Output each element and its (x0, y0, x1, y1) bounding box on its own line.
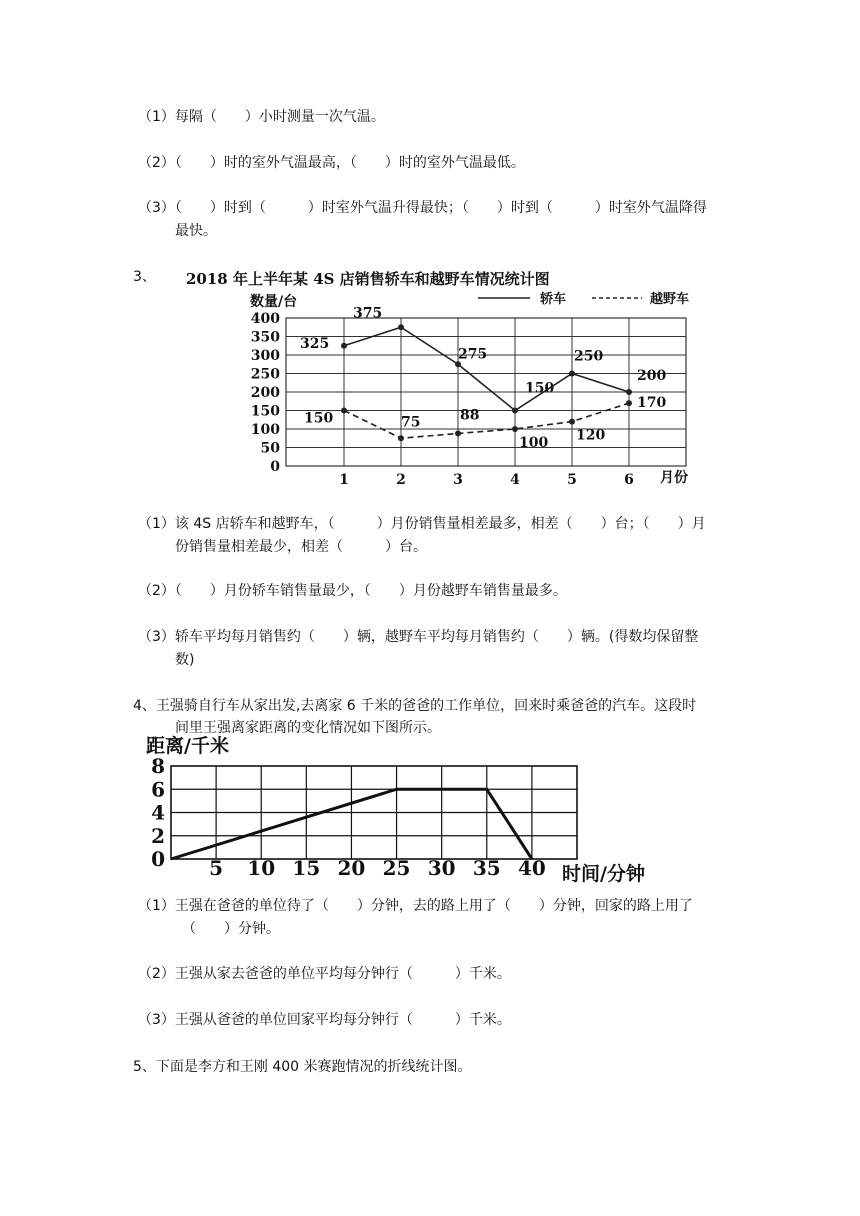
x-tick-label: 3 (453, 472, 463, 488)
x-tick-label: 5 (567, 472, 577, 488)
q2-item-1: （1）每隔（ ）小时测量一次气温。 (138, 109, 385, 125)
legend-label-sedan: 轿车 (540, 292, 567, 307)
point-suv (569, 419, 575, 425)
sales-chart-ylabel: 数量/台 (250, 294, 298, 310)
x-tick-label: 40 (517, 856, 546, 880)
data-label-suv: 120 (576, 427, 606, 444)
sales-chart-x-ticks (339, 472, 634, 488)
x-tick-label: 15 (292, 856, 321, 880)
y-tick-label: 150 (250, 403, 280, 420)
q4-intro-continuation: 间里王强离家距离的变化情况如下图所示。 (175, 720, 441, 736)
data-label-suv: 75 (401, 414, 421, 431)
data-label-sedan: 150 (525, 380, 555, 397)
x-tick-label: 1 (339, 472, 349, 488)
point-sedan (512, 408, 518, 414)
data-label-sedan: 250 (574, 348, 604, 365)
data-label-sedan: 375 (353, 305, 383, 322)
y-tick-label: 50 (260, 440, 280, 457)
y-tick-label: 300 (250, 348, 280, 364)
y-tick-label: 100 (250, 422, 280, 438)
x-tick-label: 6 (624, 472, 634, 488)
data-label-suv: 150 (304, 410, 334, 427)
point-sedan (398, 324, 404, 330)
x-tick-label: 25 (382, 856, 411, 880)
x-tick-label: 5 (209, 856, 224, 880)
sales-chart-title: 2018 年上半年某 4S 店销售轿车和越野车情况统计图 (186, 270, 550, 288)
data-label-suv: 88 (460, 407, 480, 424)
x-tick-label: 2 (396, 472, 406, 488)
point-suv (398, 435, 404, 441)
sales-chart-xlabel: 月份 (660, 470, 688, 486)
data-label-suv: 100 (519, 435, 549, 451)
point-sedan (341, 343, 347, 349)
x-tick-label: 4 (510, 472, 520, 488)
y-tick-label: 4 (151, 800, 165, 825)
q3-item-3: （3）轿车平均每月销售约（ ）辆，越野车平均每月销售约（ ）辆。(得数均保留整 (138, 629, 699, 645)
distance-chart-xlabel: 时间/分钟 (562, 863, 645, 885)
q2-item-2: （2）（ ）时的室外气温最高，（ ）时的室外气温最低。 (138, 155, 525, 171)
distance-chart (0, 732, 860, 885)
point-suv (512, 426, 518, 432)
y-tick-label: 0 (270, 459, 280, 475)
y-tick-label: 0 (151, 847, 165, 871)
x-tick-label: 20 (337, 856, 366, 880)
distance-chart-ylabel: 距离/千米 (146, 735, 229, 757)
point-suv (455, 430, 461, 436)
point-sedan (626, 389, 632, 395)
q4-item-3: （3）王强从爸爸的单位回家平均每分钟行（ ）千米。 (138, 1012, 511, 1028)
point-suv (341, 408, 347, 414)
q2-item-3: （3）（ ）时到（ ）时室外气温升得最快；（ ）时到（ ）时室外气温降得 (138, 200, 707, 216)
y-tick-label: 6 (151, 777, 165, 802)
point-suv (626, 400, 632, 406)
sales-chart-y-ticks (251, 311, 280, 475)
data-label-suv: 170 (637, 395, 667, 412)
distance-chart-grid (171, 766, 577, 859)
q4-item-1-continuation: （ ）分钟。 (182, 921, 280, 937)
q4-item-1: （1）王强在爸爸的单位待了（ ）分钟，去的路上用了（ ）分钟，回家的路上用了 (138, 898, 693, 914)
y-tick-label: 250 (250, 366, 280, 383)
q3-item-3-continuation: 数) (175, 652, 195, 668)
legend-label-suv: 越野车 (650, 292, 690, 307)
q4-intro: 4、王强骑自行车从家出发,去离家 6 千米的爸爸的工作单位，回来时乘爸爸的汽车。这段时 (133, 698, 697, 714)
y-tick-label: 350 (250, 329, 280, 346)
series-line-sedan (344, 327, 629, 410)
x-tick-label: 35 (472, 856, 501, 880)
q5-text: 5、下面是李方和王刚 400 米赛跑情况的折线统计图。 (133, 1059, 472, 1075)
q2-item-3-continuation: 最快。 (175, 223, 217, 239)
q3-item-1: （1）该 4S 店轿车和越野车，（ ）月份销售量相差最多，相差（ ）台；（ ）月 (138, 516, 706, 532)
q3-item-2: （2）（ ）月份轿车销售量最少，（ ）月份越野车销售量最多。 (138, 583, 567, 599)
q3-number: 3、 (133, 269, 156, 285)
y-tick-label: 2 (151, 823, 165, 848)
q3-item-1-continuation: 份销售量相差最少，相差（ ）台。 (175, 539, 427, 555)
q4-item-2: （2）王强从家去爸爸的单位平均每分钟行（ ）千米。 (138, 966, 511, 982)
distance-chart-y-ticks (151, 754, 165, 871)
x-tick-label: 30 (427, 856, 456, 880)
sales-chart-series (341, 324, 632, 441)
x-tick-label: 10 (247, 856, 276, 880)
y-tick-label: 200 (250, 385, 280, 401)
data-label-sedan: 200 (637, 368, 667, 384)
point-sedan (569, 371, 575, 377)
y-tick-label: 400 (250, 311, 280, 327)
data-label-sedan: 325 (300, 335, 330, 352)
sales-chart (0, 258, 860, 488)
data-label-sedan: 275 (458, 346, 488, 363)
y-tick-label: 8 (151, 754, 165, 778)
